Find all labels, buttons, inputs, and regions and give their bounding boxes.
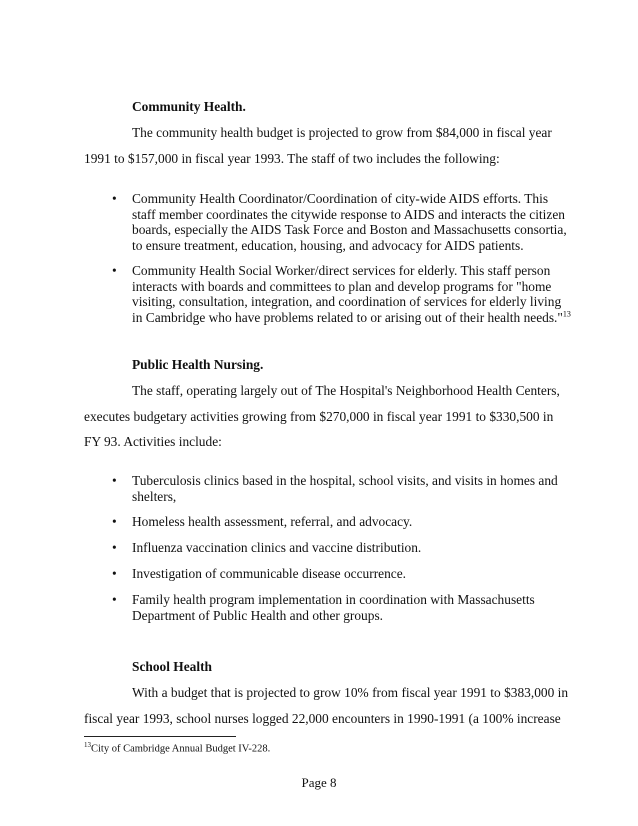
bullet-item <box>132 592 535 623</box>
bullet-line: Community Health Coordinator/Coordination of city-wide AIDS efforts. This <box>132 191 549 206</box>
paragraph-line: FY 93. Activities include: <box>84 434 222 449</box>
bullet-marker: • <box>112 473 117 488</box>
bullet-marker: • <box>112 592 117 607</box>
paragraph-line: executes budgetary activities growing from $270,000 in fiscal year 1991 to $330,500 in <box>84 409 554 424</box>
section-heading-public-health-nursing: Public Health Nursing. <box>132 357 264 372</box>
bullet-marker: • <box>112 514 117 529</box>
bullet-line: Homeless health assessment, referral, and advocacy. <box>132 514 413 529</box>
bullet-line-text: in Cambridge who have problems related to or arising out of their health needs." <box>132 309 563 325</box>
bullet-marker: • <box>112 263 117 278</box>
footnote-separator <box>84 736 236 737</box>
bullet-marker: • <box>112 566 117 581</box>
footnote-number: 13 <box>84 741 91 749</box>
paragraph-line: 1991 to $157,000 in fiscal year 1993. The staff of two includes the following: <box>84 151 500 166</box>
paragraph-line: The community health budget is projected to grow from $84,000 in fiscal year <box>132 125 552 140</box>
bullet-line: Family health program implementation in coordination with Massachusetts <box>132 592 535 607</box>
page-number: Page 8 <box>301 775 337 790</box>
bullet-line: interacts with boards and committees to plan and develop programs for "home <box>132 278 552 294</box>
paragraph-line: With a budget that is projected to grow 10% from fiscal year 1991 to $383,000 in <box>132 685 569 700</box>
bullet-line: to ensure treatment, education, housing, and advocacy for AIDS patients. <box>132 237 524 253</box>
bullet-item <box>132 540 421 556</box>
bullet-line <box>132 310 571 326</box>
footnote-text: City of Cambridge Annual Budget IV-228. <box>91 743 271 755</box>
bullet-line: boards, especially the AIDS Task Force and Boston and Massachusetts consortia, <box>132 222 567 238</box>
bullet-line: Department of Public Health and other groups. <box>132 607 384 623</box>
bullet-item <box>132 473 558 504</box>
paragraph-line: fiscal year 1993, school nurses logged 22,000 encounters in 1990-1991 (a 100% increase <box>84 711 561 726</box>
section-heading-school-health: School Health <box>132 659 212 674</box>
bullet-line: Investigation of communicable disease occurrence. <box>132 566 407 581</box>
bullet-line: shelters, <box>132 488 177 504</box>
bullet-line: Tuberculosis clinics based in the hospital, school visits, and visits in homes and <box>132 473 558 488</box>
bullet-line: visiting, consultation, integration, and coordination of services for elderly living <box>132 294 562 310</box>
bullet-item <box>132 263 571 325</box>
bullet-marker: • <box>112 191 117 206</box>
bullet-line: staff member coordinates the citywide response to AIDS and interacts the citizen <box>132 206 565 222</box>
section-heading-community-health: Community Health. <box>132 99 246 114</box>
bullet-item <box>132 191 567 253</box>
bullet-line: Community Health Social Worker/direct services for elderly. This staff person <box>132 263 551 278</box>
footnote <box>84 741 270 755</box>
bullet-marker: • <box>112 540 117 555</box>
paragraph-line: The staff, operating largely out of The Hospital's Neighborhood Health Centers, <box>132 383 560 398</box>
bullet-item <box>132 514 412 530</box>
bullet-line: Influenza vaccination clinics and vaccine distribution. <box>132 540 422 555</box>
bullet-item <box>132 566 406 582</box>
footnote-reference: 13 <box>562 309 571 319</box>
